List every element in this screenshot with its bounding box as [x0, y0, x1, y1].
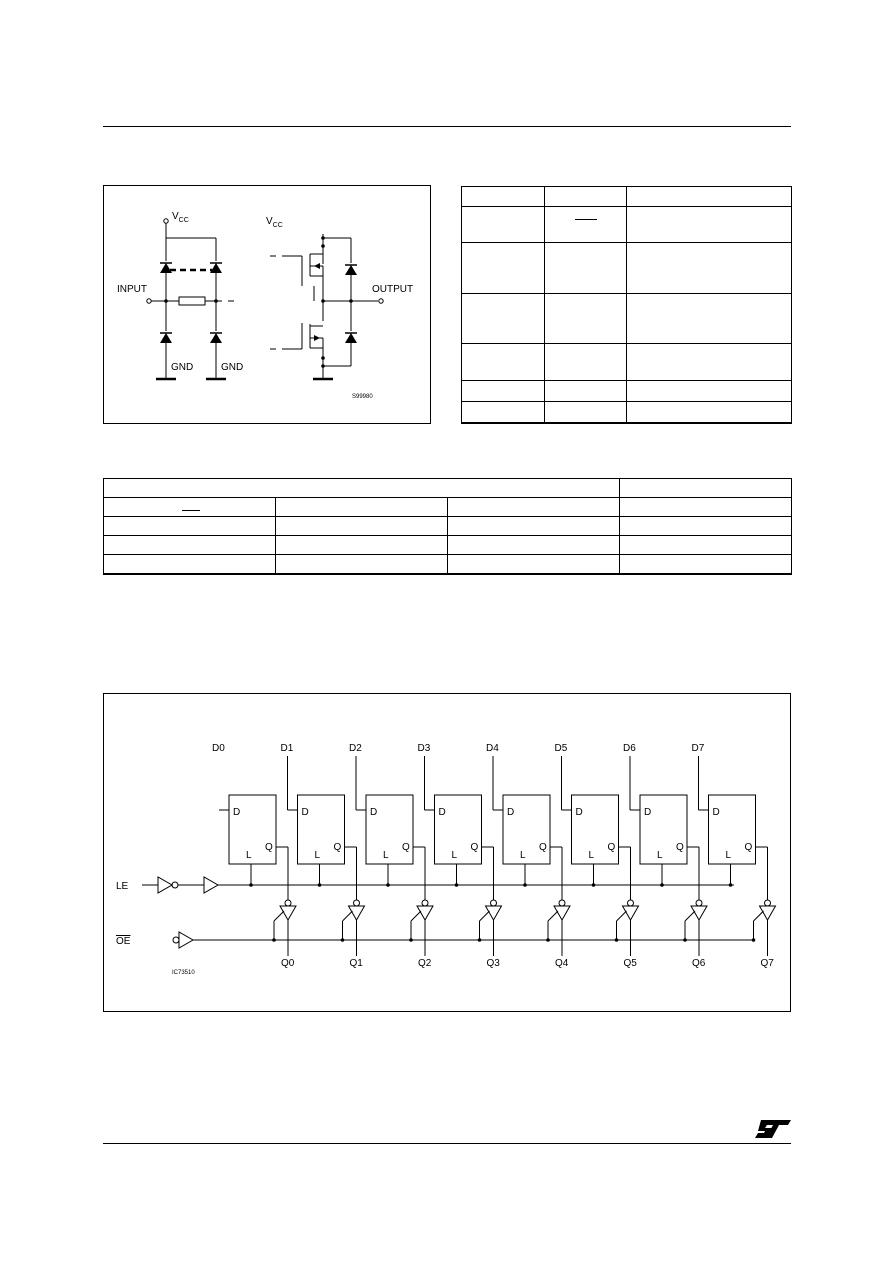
table-row: [104, 536, 792, 555]
junction-dot: [249, 883, 253, 887]
buffer-enable-wire: [685, 911, 695, 921]
input-label: INPUT: [117, 284, 147, 295]
junction-dot: [615, 938, 619, 942]
junction-dot: [455, 883, 459, 887]
junction-dot: [341, 938, 345, 942]
overbar-mark: [575, 219, 597, 220]
table-row: [104, 479, 792, 498]
d-input-label: D6: [623, 743, 636, 754]
d-input-label: D7: [691, 743, 705, 754]
io-figure-code: S99980: [352, 394, 373, 400]
junction-dot: [523, 883, 527, 887]
vcc-left-label: $V_{CC}$: [172, 211, 189, 224]
latch-l-label: L: [246, 850, 252, 861]
q-output-label: Q4: [555, 958, 569, 969]
overbar-mark: [182, 510, 200, 511]
junction-dot: [546, 938, 550, 942]
buffer-enable-wire: [617, 911, 627, 921]
buffer-enable-wire: [343, 911, 353, 921]
table-row: [462, 243, 792, 294]
latch-q-label: Q: [470, 842, 479, 853]
q-output-label: Q6: [692, 958, 706, 969]
latch-box: [640, 795, 687, 864]
latch-q-label: Q: [333, 842, 342, 853]
buffer-bubble: [628, 900, 634, 906]
latch-d-label: D: [644, 807, 652, 818]
q-output-label: Q3: [486, 958, 500, 969]
junction-dot: [386, 883, 390, 887]
buffer-enable-wire: [274, 911, 284, 921]
footer-rule: [103, 1143, 791, 1144]
buffer-enable-wire: [754, 911, 764, 921]
buffer-bubble: [491, 900, 497, 906]
logic-diagram: [104, 694, 790, 1011]
buffer-enable-wire: [548, 911, 558, 921]
io-equivalent-circuit-box: [103, 185, 431, 424]
q-output-label: Q7: [760, 958, 774, 969]
buffer-bubble: [765, 900, 771, 906]
buffer-bubble: [422, 900, 428, 906]
latch-l-label: L: [520, 850, 526, 861]
d-input-label: D5: [554, 743, 568, 754]
junction-dot: [729, 883, 733, 887]
logic-diagram-box: [103, 693, 791, 1012]
latch-d-label: D: [712, 807, 720, 818]
latch-d-label: D: [301, 807, 309, 818]
d-input-label: D1: [280, 743, 294, 754]
latch-box: [572, 795, 619, 864]
table-row: [104, 555, 792, 574]
buffer-bubble: [285, 900, 291, 906]
junction-dot: [318, 883, 322, 887]
latch-l-label: L: [657, 850, 663, 861]
latch-d-label: D: [233, 807, 241, 818]
latch-d-label: D: [370, 807, 378, 818]
pin-description-table: [461, 186, 792, 424]
table-row: [104, 517, 792, 536]
latch-q-label: Q: [539, 842, 547, 853]
latch-box: [435, 795, 482, 864]
latch-q-label: Q: [265, 842, 273, 853]
table-row: [462, 294, 792, 344]
junction-dot: [409, 938, 413, 942]
junction-dot: [752, 938, 756, 942]
io-equivalent-circuit: [104, 186, 430, 423]
junction-dot: [592, 883, 596, 887]
junction-dot: [683, 938, 687, 942]
q-output-label: Q5: [623, 958, 637, 969]
d-input-label: D2: [349, 743, 362, 754]
table-row: [462, 402, 792, 423]
latch-box: [366, 795, 413, 864]
latch-l-label: L: [383, 850, 389, 861]
latch-l-label: L: [588, 850, 595, 861]
table-row: [462, 187, 792, 207]
gnd-left-label: GND: [171, 362, 194, 373]
table-row: [462, 381, 792, 402]
header-rule: [103, 126, 791, 127]
d-input-label: D3: [417, 743, 431, 754]
output-label: OUTPUT: [372, 284, 414, 295]
latch-l-label: L: [314, 850, 321, 861]
latch-q-label: Q: [402, 842, 410, 853]
latch-d-label: D: [507, 807, 515, 818]
d-input-label: D4: [486, 743, 499, 754]
d-input-label: D0: [212, 743, 225, 754]
oe-label: OE: [116, 936, 131, 947]
buffer-enable-wire: [411, 911, 421, 921]
latch-box: [503, 795, 550, 864]
table-row: [104, 498, 792, 517]
latch-l-label: L: [451, 850, 458, 861]
buffer-bubble: [354, 900, 360, 906]
q-output-label: Q2: [418, 958, 432, 969]
latch-d-label: D: [438, 807, 446, 818]
latch-d-label: D: [575, 807, 583, 818]
vcc-right-label: $V_{CC}$: [266, 216, 283, 229]
junction-dot: [272, 938, 276, 942]
latch-l-label: L: [725, 850, 732, 861]
junction-dot: [478, 938, 482, 942]
gnd-right-label: GND: [221, 362, 244, 373]
table-row: [462, 344, 792, 381]
latch-box: [298, 795, 345, 864]
latch-q-label: Q: [676, 842, 684, 853]
le-label: LE: [116, 881, 129, 892]
latch-box: [709, 795, 756, 864]
buffer-bubble: [696, 900, 702, 906]
buffer-enable-wire: [480, 911, 490, 921]
q-output-label: Q1: [349, 958, 363, 969]
buffer-bubble: [559, 900, 565, 906]
latch-q-label: Q: [744, 842, 753, 853]
table-row: [462, 207, 792, 243]
st-logo-icon: [755, 1118, 791, 1140]
q-output-label: Q0: [281, 958, 295, 969]
truth-table: [103, 478, 792, 575]
logic-figure-code: IC73510: [172, 970, 195, 976]
latch-box: [229, 795, 276, 864]
junction-dot: [660, 883, 664, 887]
latch-q-label: Q: [607, 842, 616, 853]
